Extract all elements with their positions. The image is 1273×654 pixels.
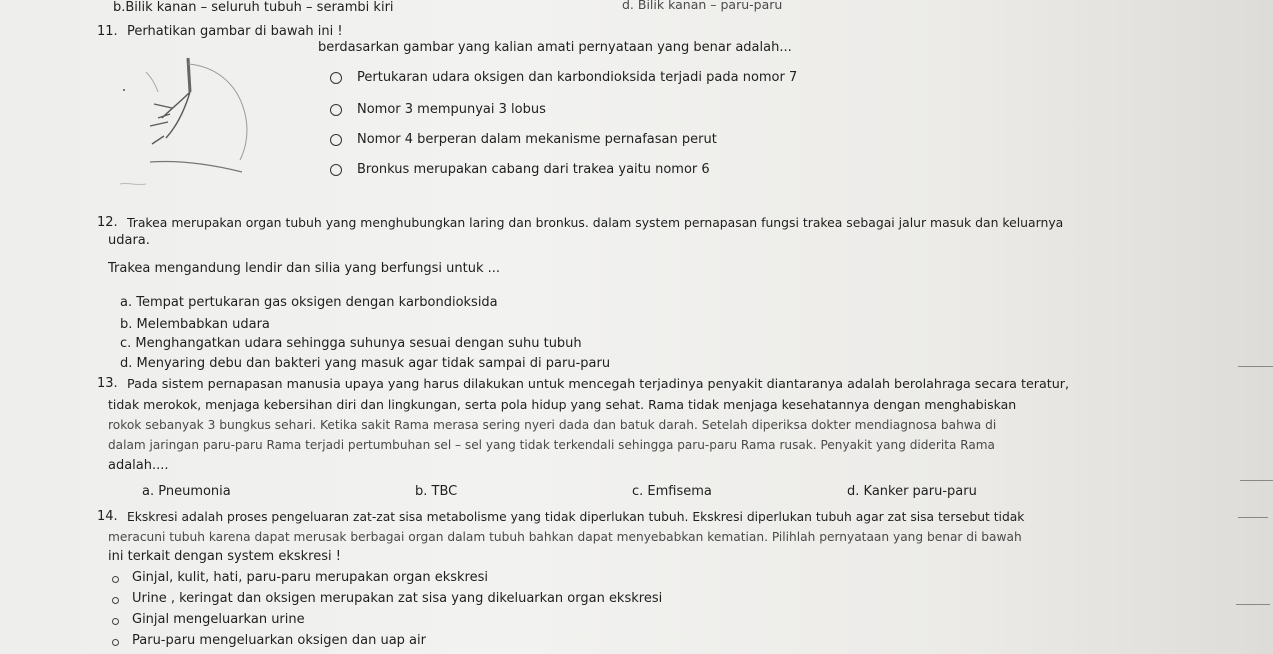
q12-number: 12.	[97, 215, 118, 230]
q13-line-2: tidak merokok, menjaga kebersihan diri dan lingkungan, serta pola hidup yang sehat. Rama tidak menjaga kesehatannya dengan menghabiskan	[108, 397, 1017, 412]
q13-line-1: Pada sistem pernapasan manusia upaya yang harus dilakukan untuk mencegah terjadinya penyakit diantaranya adalah berolahraga secara teratur,	[127, 376, 1070, 391]
q14-option-4: Paru-paru mengeluarkan oksigen dan uap air	[132, 633, 426, 648]
q14-option-3-radio[interactable]	[112, 618, 119, 625]
q11-option-2: Nomor 3 mempunyai 3 lobus	[357, 102, 546, 117]
q12-line-2: udara.	[108, 233, 150, 248]
q11-option-4-radio[interactable]	[330, 164, 342, 176]
q13-option-a[interactable]: a. Pneumonia	[142, 484, 231, 499]
q11-option-1: Pertukaran udara oksigen dan karbondioksida terjadi pada nomor 7	[357, 70, 798, 85]
q13-option-c[interactable]: c. Emfisema	[632, 484, 712, 499]
q14-line-1: Ekskresi adalah proses pengeluaran zat-zat sisa metabolisme yang tidak diperlukan tubuh. Ekskresi diperlukan tubuh agar zat sisa tersebut tidak	[127, 510, 1025, 524]
q14-option-3: Ginjal mengeluarkan urine	[132, 612, 305, 627]
q11-instruction: berdasarkan gambar yang kalian amati pernyataan yang benar adalah...	[318, 40, 792, 55]
q11-option-3: Nomor 4 berperan dalam mekanisme pernafasan perut	[357, 132, 717, 147]
q11-option-1-radio[interactable]	[330, 72, 342, 84]
q14-option-2: Urine , keringat dan oksigen merupakan zat sisa yang dikeluarkan organ ekskresi	[132, 591, 663, 606]
q13-option-b[interactable]: b. TBC	[415, 484, 458, 499]
right-edge-mark	[1238, 517, 1268, 518]
right-edge-mark	[1236, 604, 1270, 605]
q13-option-d[interactable]: d. Kanker paru-paru	[847, 484, 977, 499]
q12-line-1: Trakea merupakan organ tubuh yang menghubungkan laring dan bronkus. dalam system pernapasan fungsi trakea sebagai jalur masuk dan keluarnya	[127, 215, 1064, 230]
q12-option-d[interactable]: d. Menyaring debu dan bakteri yang masuk agar tidak sampai di paru-paru	[120, 356, 611, 371]
q14-option-2-radio[interactable]	[112, 597, 119, 604]
q13-line-4: dalam jaringan paru-paru Rama terjadi pertumbuhan sel – sel yang tidak terkendali sehingga paru-paru Rama rusak. Penyakit yang diderita Rama	[108, 438, 995, 452]
q11-option-3-radio[interactable]	[330, 134, 342, 146]
q13-line-5: adalah....	[108, 458, 169, 473]
q12-option-c[interactable]: c. Menghangatkan udara sehingga suhunya sesuai dengan suhu tubuh	[120, 336, 582, 351]
q14-line-2: meracuni tubuh karena dapat merusak berbagai organ dalam tubuh bahkan dapat menyebabkan kematian. Pilihlah pernyataan yang benar di bawah	[108, 530, 1022, 544]
q11-option-4: Bronkus merupakan cabang dari trakea yaitu nomor 6	[357, 162, 710, 177]
q14-option-4-radio[interactable]	[112, 639, 119, 646]
lungs-illustration	[110, 52, 260, 192]
right-edge-mark	[1238, 366, 1273, 367]
right-edge-mark	[1240, 480, 1273, 481]
q11-prompt: Perhatikan gambar di bawah ini !	[127, 24, 343, 39]
q13-number: 13.	[97, 376, 118, 391]
q11-number: 11.	[97, 24, 118, 39]
q12-line-3: Trakea mengandung lendir dan silia yang berfungsi untuk ...	[108, 261, 501, 276]
top-right-text: d. Bilik kanan – paru-paru	[622, 0, 783, 12]
q12-option-a[interactable]: a. Tempat pertukaran gas oksigen dengan karbondioksida	[120, 295, 498, 310]
q13-line-3: rokok sebanyak 3 bungkus sehari. Ketika sakit Rama merasa sering nyeri dada dan batuk darah. Setelah diperiksa dokter mendiagnosa bahwa di	[108, 418, 997, 432]
q14-option-1: Ginjal, kulit, hati, paru-paru merupakan organ ekskresi	[132, 570, 488, 585]
q14-number: 14.	[97, 509, 118, 524]
q12-option-b[interactable]: b. Melembabkan udara	[120, 317, 270, 332]
q11-option-2-radio[interactable]	[330, 104, 342, 116]
q14-option-1-radio[interactable]	[112, 576, 119, 583]
q14-line-3: ini terkait dengan system ekskresi !	[108, 549, 341, 564]
top-left-text: b.Bilik kanan – seluruh tubuh – serambi kiri	[113, 0, 394, 15]
